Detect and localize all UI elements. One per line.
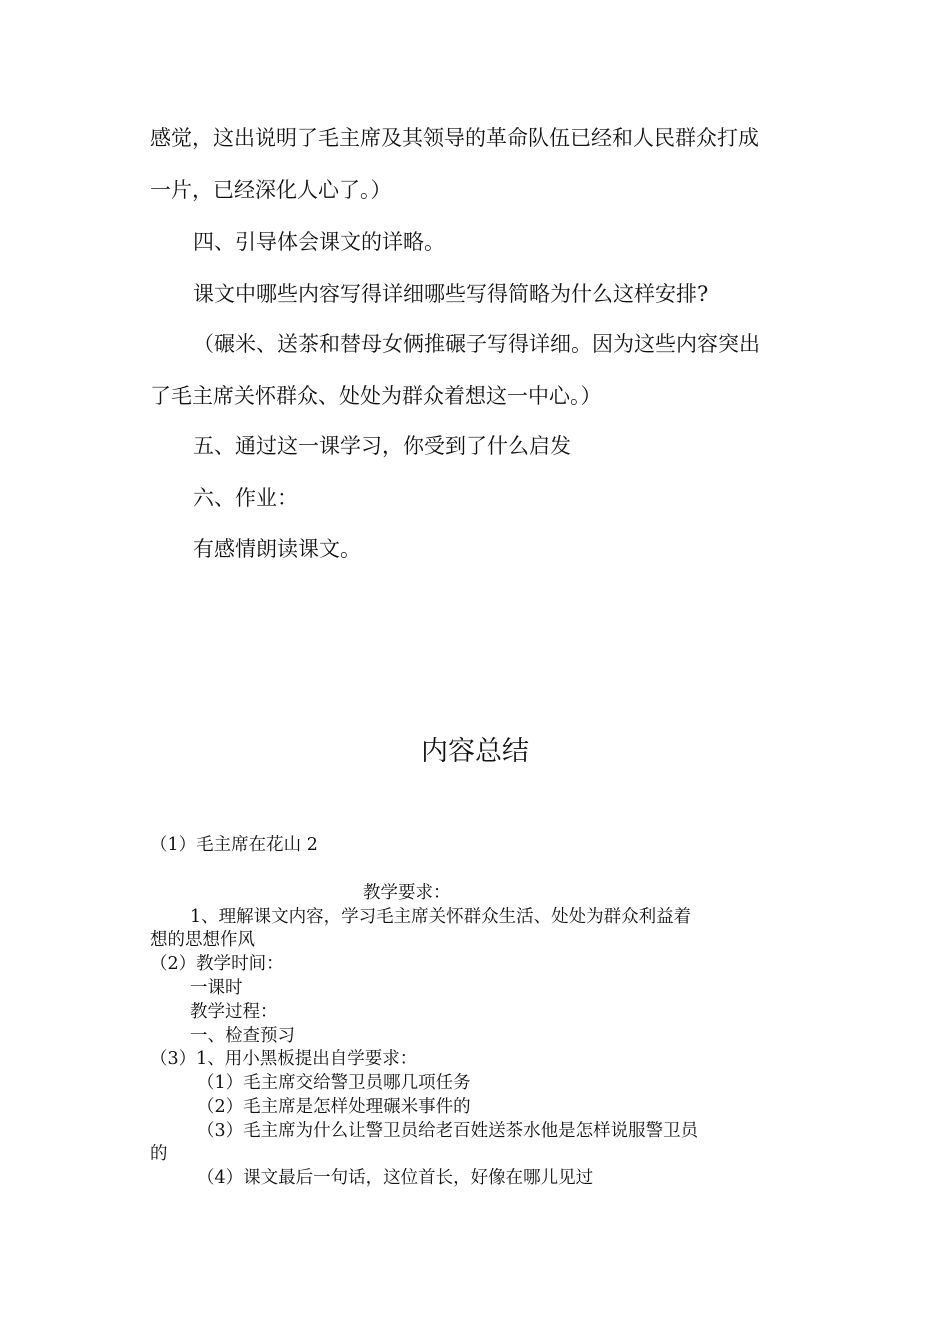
summary-line: （3）毛主席为什么让警卫员给老百姓送茶水他是怎样说服警卫员: [197, 1121, 699, 1141]
paragraph-line: 一片，已经深化人心了。）: [150, 178, 392, 202]
summary-line: 的: [150, 1144, 168, 1164]
paragraph-line: 了毛主席关怀群众、处处为群众着想这一中心。）: [150, 384, 602, 408]
section-heading: 六、作业：: [193, 486, 298, 510]
section-heading: 五、通过这一课学习，你受到了什么启发: [193, 434, 571, 458]
summary-line: （4）课文最后一句话，这位首长，好像在哪儿见过: [197, 1168, 594, 1188]
summary-line: 想的思想作风: [150, 930, 255, 950]
summary-line: 一、检查预习: [190, 1026, 295, 1046]
summary-title: 内容总结: [421, 736, 529, 767]
paragraph-line: 有感情朗读课文。: [193, 537, 361, 561]
section-heading: 四、引导体会课文的详略。: [193, 230, 445, 254]
summary-line: （1）毛主席交给警卫员哪几项任务: [197, 1073, 471, 1093]
paragraph-line: 感觉，这出说明了毛主席及其领导的革命队伍已经和人民群众打成: [150, 126, 759, 150]
summary-line: 教学过程：: [190, 1002, 278, 1022]
question-line: 课文中哪些内容写得详细哪些写得简略为什么这样安排?: [193, 282, 709, 306]
summary-line: （2）毛主席是怎样处理碾米事件的: [197, 1097, 471, 1117]
summary-line: 一课时: [190, 978, 243, 998]
paragraph-line: （碾米、送茶和替母女俩推碾子写得详细。因为这些内容突出: [193, 332, 760, 356]
summary-line: （3）1、用小黑板提出自学要求：: [150, 1049, 418, 1069]
summary-line: （2）教学时间：: [150, 954, 284, 974]
summary-line: （1）毛主席在花山 2: [150, 835, 318, 855]
summary-line: 教学要求：: [363, 883, 451, 903]
summary-line: 1、理解课文内容，学习毛主席关怀群众生活、处处为群众利益着: [190, 907, 692, 927]
